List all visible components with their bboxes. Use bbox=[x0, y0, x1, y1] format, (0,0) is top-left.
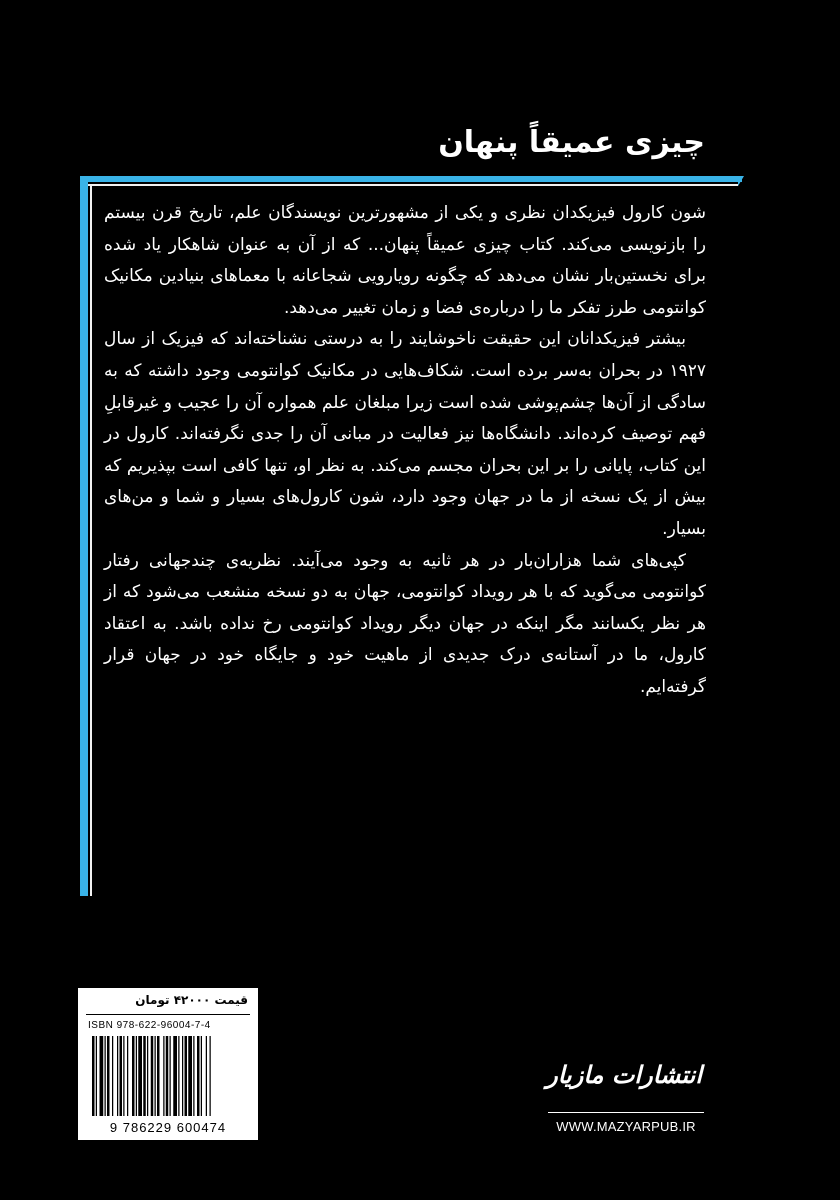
frame-corner bbox=[738, 176, 744, 186]
frame-top-line bbox=[88, 184, 738, 186]
frame-top-accent bbox=[80, 176, 742, 182]
blurb-paragraph-2: بیشتر فیزیکدانان این حقیقت ناخوشایند را به درستی نشناخته‌اند که فیزیک از سال ۱۹۲۷ در بحران به‌سر برده است. شکاف‌هایی در مکانیک کوانتومی وجود داشته که به سادگی از آن‌ها چشم‌پوشی شده است زیرا مبلغان علم همواره آن را عجیب و غیرقابلِ فهم توصیف کرده‌اند. دانشگاه‌ها نیز فعالیت در مبانی آن را جدی نگرفته‌اند. کارول در این کتاب، پایانی را بر این بحران مجسم می‌کند. به نظر او، تنها کافی است بپذیریم که بیش از یک نسخه از ما در جهان وجود دارد، شون کارول‌های بسیار و شما و من‌های بسیار. bbox=[104, 329, 706, 539]
price-divider bbox=[86, 1014, 250, 1015]
price-label: قیمت ۴۲۰۰۰ تومان bbox=[135, 993, 248, 1007]
barcode-box bbox=[78, 988, 258, 1140]
book-title: چیزی عمیقاً پنهان bbox=[438, 125, 705, 160]
publisher-divider bbox=[548, 1112, 704, 1113]
frame-left-accent bbox=[80, 176, 88, 896]
publisher-url: WWW.MAZYARPUB.IR bbox=[556, 1119, 696, 1134]
publisher-logo: انتشارات مازیار bbox=[546, 1060, 702, 1089]
blurb bbox=[104, 198, 706, 704]
barcode-digits: 9 786229 600474 bbox=[109, 1120, 227, 1135]
blurb-paragraph-1: شون کارول فیزیکدان نظری و یکی از مشهورترین نویسندگان علم، تاریخ قرن بیستم را بازنویسی می‌کند. کتاب چیزی عمیقاً پنهان... که از آن به عنوان شاهکار یاد شده برای نخستین‌بار نشان می‌دهد که چگونه رویارویی شجاعانه با معماهای بنیادین مکانیک کوانتومی طرز تفکر ما را درباره‌ی فضا و زمان تغییر می‌دهد. bbox=[104, 203, 706, 318]
blurb-paragraph-3: کپی‌های شما هزاران‌بار در هر ثانیه به وجود می‌آیند. نظریه‌ی چندجهانی رفتار کوانتومی می‌گوید که با هر رویداد کوانتومی، جهان به دو نسخه منشعب می‌شود که از هر نظر یکسانند مگر اینکه در جهان دیگر رویداد کوانتومی رخ نداده باشد. به اعتقاد کارول، ما در آستانه‌ی درک جدیدی از ماهیت خود و جایگاه خود در جهان قرار گرفته‌ایم. bbox=[104, 550, 706, 697]
frame-left-line bbox=[90, 184, 92, 896]
isbn-label: ISBN 978-622-96004-7-4 bbox=[88, 1020, 211, 1031]
barcode-icon bbox=[92, 1036, 248, 1116]
